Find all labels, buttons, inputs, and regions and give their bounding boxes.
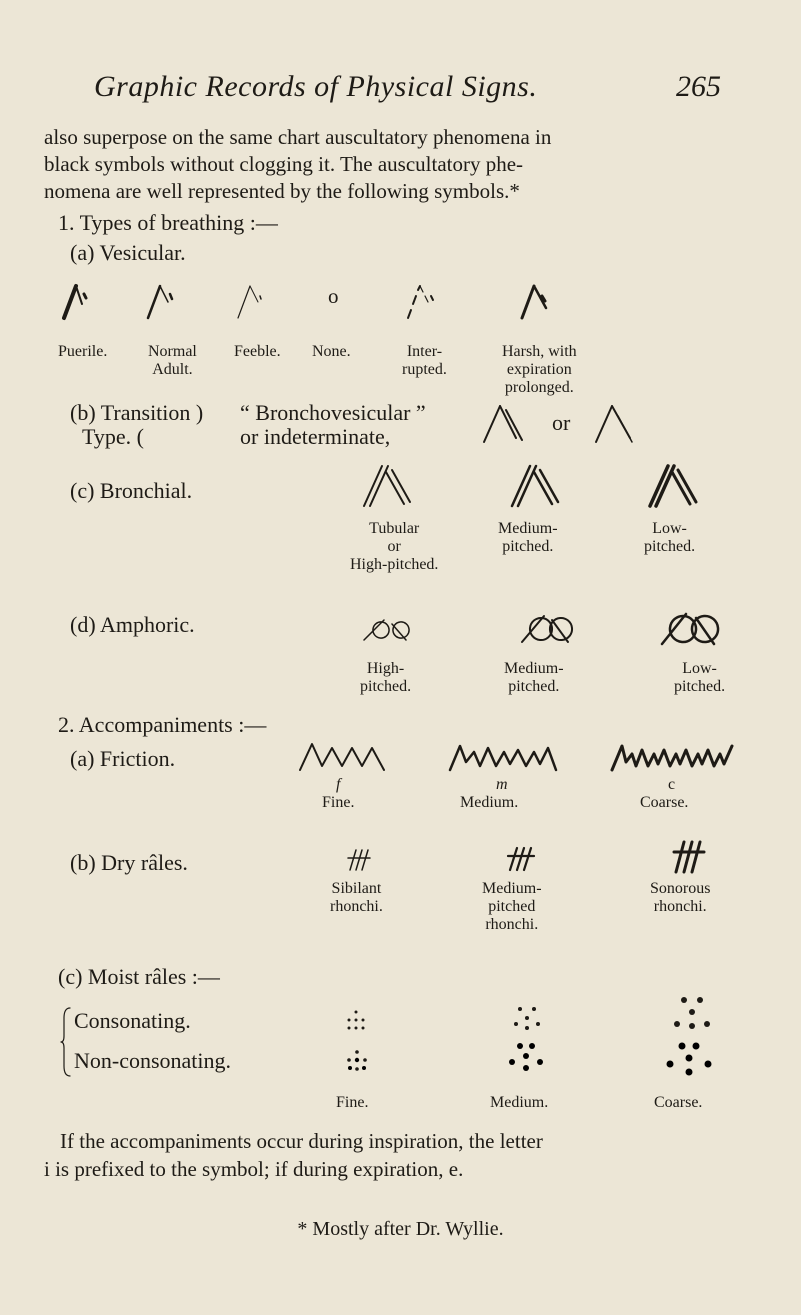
consonating-medium-symbol bbox=[512, 1004, 542, 1034]
caption-tubular: Tubular or High-pitched. bbox=[350, 520, 439, 573]
none-symbol: o bbox=[328, 284, 339, 308]
caption-amphoric-medium: Medium- pitched. bbox=[504, 660, 564, 695]
caption-amphoric-high: High- pitched. bbox=[360, 660, 412, 695]
caption-puerile: Puerile. bbox=[58, 343, 108, 360]
caption-friction-fine: Fine. bbox=[322, 794, 355, 811]
transition-label-2: Type. ( bbox=[82, 424, 144, 449]
transition-text-2: or indeterminate, bbox=[240, 424, 391, 449]
bronchial-label: (c) Bronchial. bbox=[70, 478, 193, 503]
consonating-fine-symbol bbox=[344, 1008, 368, 1032]
moist-rales-label: (c) Moist râles :— bbox=[58, 964, 220, 989]
caption-none: None. bbox=[312, 343, 351, 360]
caption-friction-coarse: Coarse. bbox=[640, 794, 689, 811]
consonating-label: Consonating. bbox=[74, 1008, 191, 1033]
normal-adult-symbol bbox=[144, 282, 184, 322]
medium-rhonchi-symbol bbox=[504, 844, 538, 874]
caption-moist-fine: Fine. bbox=[336, 1094, 369, 1111]
sibilant-symbol bbox=[344, 846, 374, 874]
caption-bronchial-low: Low- pitched. bbox=[644, 520, 696, 555]
moist-brace bbox=[60, 1006, 72, 1078]
caption-interrupted: Inter- rupted. bbox=[402, 343, 447, 378]
caption-normal: Normal Adult. bbox=[148, 343, 197, 378]
bronchial-medium-symbol bbox=[508, 462, 564, 510]
interrupted-symbol bbox=[404, 282, 444, 322]
non-consonating-medium-symbol bbox=[506, 1040, 546, 1076]
caption-harsh: Harsh, with expiration prolonged. bbox=[502, 343, 577, 396]
friction-letter-c: c bbox=[668, 776, 676, 793]
friction-medium-symbol bbox=[448, 742, 560, 774]
section-1-heading: 1. Types of breathing :— bbox=[58, 210, 278, 235]
bronchial-high-symbol bbox=[360, 462, 416, 510]
caption-friction-medium: Medium. bbox=[460, 794, 519, 811]
feeble-symbol bbox=[234, 282, 274, 322]
sonorous-symbol bbox=[670, 838, 710, 876]
caption-moist-coarse: Coarse. bbox=[654, 1094, 703, 1111]
closing-line-2: i is prefixed to the symbol; if during expiration, e. bbox=[44, 1157, 464, 1181]
amphoric-low-symbol bbox=[658, 610, 722, 650]
footnote: * Mostly after Dr. Wyllie. bbox=[297, 1218, 504, 1240]
friction-coarse-symbol bbox=[610, 742, 736, 774]
intro-line-1: also superpose on the same chart auscultatory phenomena in bbox=[44, 125, 552, 149]
bronchovesicular-symbol-2 bbox=[592, 402, 642, 446]
harsh-symbol bbox=[518, 282, 558, 322]
transition-text-1: “ Bronchovesicular ” bbox=[240, 400, 426, 425]
amphoric-medium-symbol bbox=[518, 612, 578, 648]
caption-feeble: Feeble. bbox=[234, 343, 281, 360]
caption-moist-medium: Medium. bbox=[490, 1094, 549, 1111]
caption-bronchial-medium: Medium- pitched. bbox=[498, 520, 558, 555]
section-2-heading: 2. Accompaniments :— bbox=[58, 712, 267, 737]
puerile-symbol bbox=[60, 282, 100, 322]
non-consonating-coarse-symbol bbox=[664, 1040, 714, 1080]
caption-sonorous: Sonorous rhonchi. bbox=[650, 880, 711, 915]
bronchial-low-symbol bbox=[646, 462, 702, 510]
or-text: or bbox=[552, 410, 571, 435]
caption-sibilant: Sibilant rhonchi. bbox=[330, 880, 383, 915]
bronchovesicular-symbol-1 bbox=[480, 402, 530, 446]
dry-rales-label: (b) Dry râles. bbox=[70, 850, 188, 875]
transition-label-1: (b) Transition ) bbox=[70, 400, 204, 425]
consonating-coarse-symbol bbox=[672, 994, 712, 1036]
intro-line-2: black symbols without clogging it. The auscultatory phe- bbox=[44, 152, 524, 176]
non-consonating-label: Non-consonating. bbox=[74, 1048, 232, 1073]
page-number: 265 bbox=[676, 70, 721, 103]
friction-letter-f: f bbox=[336, 776, 341, 793]
amphoric-high-symbol bbox=[360, 616, 420, 646]
non-consonating-fine-symbol bbox=[344, 1048, 370, 1074]
closing-line-1: If the accompaniments occur during inspiration, the letter bbox=[60, 1129, 543, 1153]
caption-medium-rhonchi: Medium- pitched rhonchi. bbox=[482, 880, 542, 933]
friction-fine-symbol bbox=[298, 740, 390, 774]
caption-amphoric-low: Low- pitched. bbox=[674, 660, 726, 695]
friction-label: (a) Friction. bbox=[70, 746, 176, 771]
intro-line-3: nomena are well represented by the following symbols.* bbox=[44, 179, 520, 203]
friction-letter-m: m bbox=[496, 776, 508, 793]
amphoric-label: (d) Amphoric. bbox=[70, 612, 195, 637]
running-header: Graphic Records of Physical Signs. bbox=[94, 70, 538, 103]
vesicular-label: (a) Vesicular. bbox=[70, 240, 186, 265]
